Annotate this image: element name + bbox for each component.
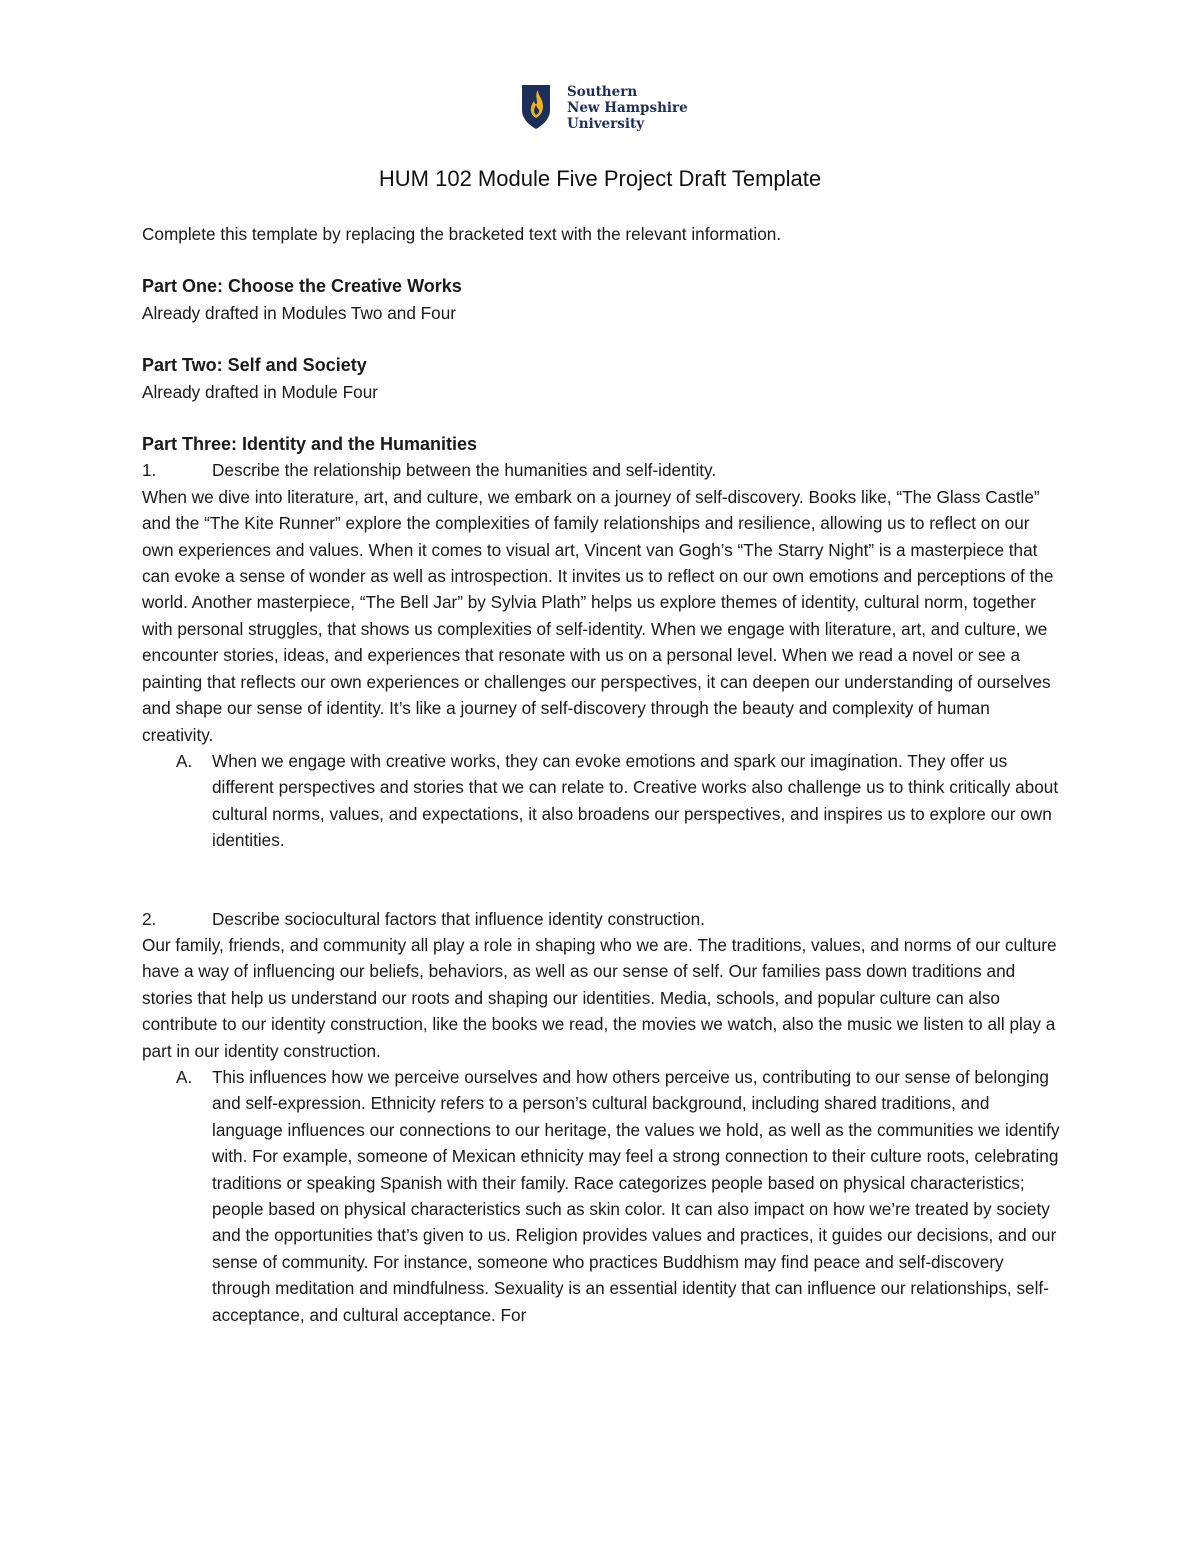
- university-logo: [521, 84, 691, 132]
- part-one-text: Already drafted in Modules Two and Four: [142, 302, 457, 323]
- question-1-prompt: Describe the relationship between the humanities and self-identity.: [212, 460, 717, 481]
- question-2-sub-letter: A.: [176, 1066, 193, 1087]
- part-two-text: Already drafted in Module Four: [142, 381, 378, 402]
- logo-text: [567, 84, 688, 132]
- question-2-sub-text: This influences how we perceive ourselves and how others perceive us, contributing to our sense of belonging and self-expression. Ethnicity refers to a person’s cultural background, including shared traditions, and language influences our connections to our heritage, the values we hold, as well as the communities we identify with. For example, someone of Mexican ethnicity may feel a strong connection to their culture roots, celebrating traditions or speaking Spanish with their family. Race categorizes people based on physical characteristics; people based on physical characteristics such as skin color. It can also impact on how we’re treated by society and the opportunities that’s given to us. Religion provides values and practices, it guides our decisions, and our sense of community. For instance, someone who practices Buddhism may find peace and self-discovery through meditation and mindfulness. Sexuality is an essential identity that can influence our relationships, self-acceptance, and cultural acceptance. For: [212, 1066, 1060, 1325]
- document-title: HUM 102 Module Five Project Draft Template: [378, 166, 822, 191]
- question-2: [142, 906, 1062, 932]
- logo-line-1: Southern: [567, 84, 638, 100]
- part-one-heading: Part One: Choose the Creative Works: [142, 276, 462, 297]
- shield-flame-icon: [521, 84, 561, 130]
- question-1: [142, 457, 1062, 483]
- question-1-sub-a: [142, 748, 1062, 854]
- question-2-prompt: Describe sociocultural factors that influence identity construction.: [212, 908, 705, 929]
- part-two-heading: Part Two: Self and Society: [142, 355, 367, 376]
- question-2-number: 2.: [142, 908, 157, 929]
- question-1-sub-text: When we engage with creative works, they can evoke emotions and spark our imagination. They offer us different perspectives and stories that we can relate to. Creative works also challenge us to think critically about cultural norms, values, and expectations, it also broadens our perspectives, and inspires us to explore our own identities.: [212, 750, 1059, 851]
- document-body: [142, 221, 1062, 1328]
- question-1-number: 1.: [142, 460, 157, 481]
- logo-line-3: University: [567, 116, 645, 132]
- question-2-sub-a: [142, 1064, 1062, 1328]
- question-2-answer: Our family, friends, and community all play a role in shaping who we are. The traditions, values, and norms of our culture have a way of influencing our beliefs, behaviors, as well as our sense of self. Our families pass down traditions and stories that help us understand our roots and shaping our identities. Media, schools, and popular culture can also contribute to our identity construction, like the books we read, the movies we watch, also the music we listen to all play a part in our identity construction.: [142, 934, 1057, 1061]
- question-1-answer: When we dive into literature, art, and culture, we embark on a journey of self-discovery. Books like, “The Glass Castle” and the “The Kite Runner” explore the complexities of family relationships and resilience, allowing us to reflect on our own experiences and values. When it comes to visual art, Vincent van Gogh’s “The Starry Night” is a masterpiece that can evoke a sense of wonder as well as introspection. It invites us to reflect on our own emotions and perceptions of the world. Another masterpiece, “The Bell Jar” by Sylvia Plath” helps us explore themes of identity, cultural norm, together with personal struggles, that shows us complexities of self-identity. When we engage with literature, art, and culture, we encounter stories, ideas, and experiences that resonate with us on a personal level. When we read a novel or see a painting that reflects our own experiences or challenges our perspectives, it can deepen our understanding of ourselves and shape our sense of identity. It’s like a journey of self-discovery through the beauty and complexity of human creativity.: [142, 486, 1054, 745]
- question-1-sub-letter: A.: [176, 750, 193, 771]
- part-three-heading: Part Three: Identity and the Humanities: [142, 434, 478, 455]
- logo-line-2: New Hampshire: [567, 100, 688, 116]
- intro-text: Complete this template by replacing the bracketed text with the relevant information.: [142, 224, 782, 244]
